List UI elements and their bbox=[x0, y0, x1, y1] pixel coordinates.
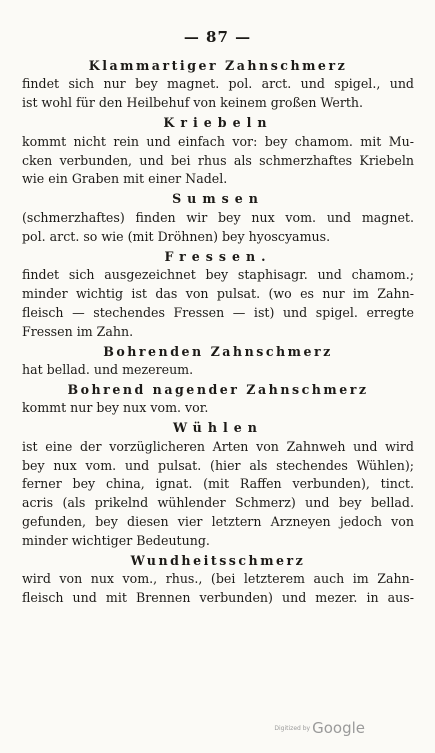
text-line: fleisch — stechendes Fressen — ist) und spigel. erregte bbox=[22, 304, 414, 320]
section-heading: Kriebeln bbox=[163, 115, 273, 131]
text-line: wird von nux vom., rhus., (bei letzterem auch im Zahn- bbox=[22, 571, 414, 587]
paragraph bbox=[22, 75, 414, 113]
text-line: kommt nicht rein und einfach vor: bey chamom. mit Mu- bbox=[22, 133, 414, 149]
text-line: ist wohl für den Heilbehuf von keinem großen Werth. bbox=[22, 95, 364, 111]
section-heading: Bohrenden Zahnschmerz bbox=[103, 343, 333, 359]
text-line: cken verbunden, und bei rhus als schmerzhaftes Kriebeln bbox=[22, 152, 414, 168]
text-line: (schmerzhaftes) finden wir bey nux vom. und magnet. bbox=[22, 209, 414, 225]
text-line: minder wichtig ist das von pulsat. (wo es nur im Zahn- bbox=[22, 285, 414, 301]
text-line: kommt nur bey nux vom. vor. bbox=[22, 400, 209, 416]
text-line: findet sich ausgezeichnet bey staphisagr. und chamom.; bbox=[22, 266, 414, 282]
text-line: fleisch und mit Brennen verbunden) und mezer. in aus- bbox=[22, 590, 414, 606]
section-heading: Fressen. bbox=[164, 248, 272, 264]
text-line: ist eine der vorzüglicheren Arten von Zahnweh und wird bbox=[22, 438, 414, 454]
page-body bbox=[22, 56, 414, 608]
text-line: minder wichtiger Bedeutung. bbox=[22, 533, 210, 549]
paragraph bbox=[22, 133, 414, 190]
watermark-brand: Google bbox=[312, 719, 365, 737]
text-line: Fressen im Zahn. bbox=[22, 323, 134, 339]
paragraph bbox=[22, 209, 414, 247]
text-line: pol. arct. so wie (mit Dröhnen) bey hyoscyamus. bbox=[22, 228, 331, 244]
section-heading: Sumsen bbox=[172, 191, 264, 207]
section-heading: Bohrend nagender Zahnschmerz bbox=[67, 381, 369, 397]
paragraph bbox=[22, 399, 414, 418]
paragraph bbox=[22, 266, 414, 342]
section-heading: Wühlen bbox=[173, 420, 263, 436]
digitization-watermark bbox=[274, 719, 365, 737]
paragraph bbox=[22, 438, 414, 551]
section-heading: Klammartiger Zahnschmerz bbox=[88, 58, 348, 73]
page-number: — 87 — bbox=[183, 28, 252, 46]
text-line: bey nux vom. und pulsat. (hier als stechendes Wühlen); bbox=[22, 457, 414, 473]
paragraph bbox=[22, 361, 414, 380]
text-line: gefunden, bey diesen vier letztern Arzneyen jedoch von bbox=[22, 514, 414, 530]
section-heading: Wundheitsschmerz bbox=[130, 553, 306, 569]
text-line: acris (als prikelnd wühlender Schmerz) und bey bellad. bbox=[22, 495, 414, 511]
watermark-prefix: Digitized by bbox=[274, 725, 311, 732]
text-line: findet sich nur bey magnet. pol. arct. und spigel., und bbox=[22, 76, 414, 92]
text-line: hat bellad. und mezereum. bbox=[22, 362, 194, 377]
paragraph bbox=[22, 570, 414, 608]
text-line: wie ein Graben mit einer Nadel. bbox=[22, 171, 228, 187]
text-line: ferner bey china, ignat. (mit Raffen verbunden), tinct. bbox=[22, 476, 414, 492]
